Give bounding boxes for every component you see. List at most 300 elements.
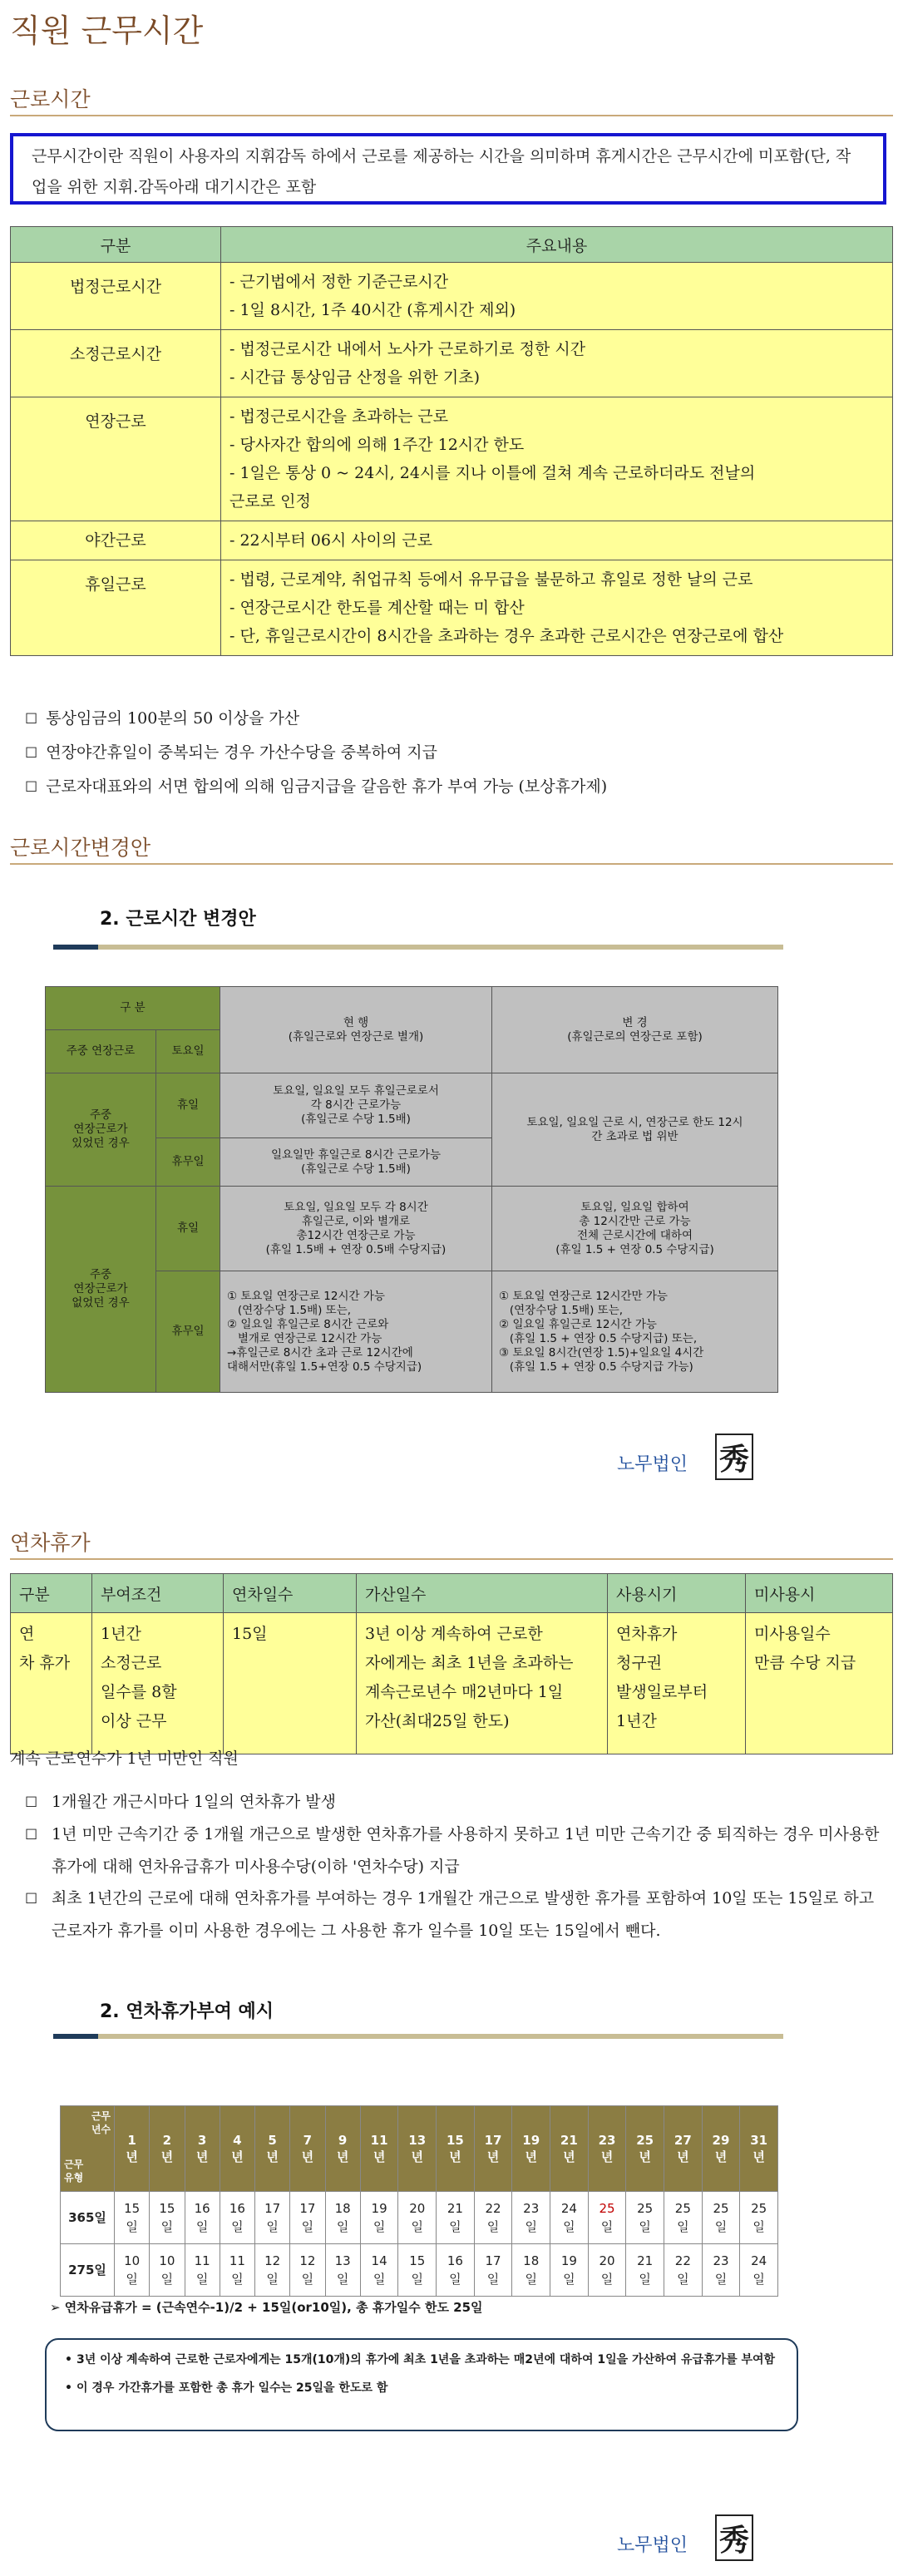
days-unit: 일: [563, 2219, 575, 2234]
days-value: 25: [713, 2201, 729, 2216]
year-num: 23: [598, 2133, 616, 2148]
brand-name: 노무법인: [617, 1454, 688, 1475]
year-unit: 년: [411, 2149, 423, 2164]
year-unit: 년: [486, 2149, 500, 2164]
table-header: 주요내용: [221, 227, 893, 263]
page-title: 직원 근무시간: [10, 12, 204, 49]
leave-days-cell: [512, 2192, 550, 2244]
cell-line: 일수를 8할: [101, 1683, 177, 1701]
case1-label: [46, 1073, 156, 1187]
days-value: 15: [159, 2201, 175, 2216]
days-value: 19: [560, 2253, 577, 2268]
year-num: 25: [636, 2133, 654, 2148]
cell-line: 대해서만(휴일 1.5+연장 0.5 수당지급): [227, 1360, 422, 1374]
example-notes-box: [45, 2338, 798, 2431]
row-content: [221, 263, 893, 330]
brand-name-footer: 노무법인: [617, 2535, 688, 2556]
content-line: - 연장근로시간 한도를 계산할 때는 미 합산: [229, 599, 525, 617]
cell-line: 가산(최대25일 한도): [365, 1712, 510, 1730]
annual-leave-notes: [25, 1786, 893, 1947]
content-line: 근로로 인정: [229, 492, 311, 511]
cell-line: 1년간: [101, 1625, 141, 1643]
days-unit: 일: [525, 2272, 537, 2287]
days-value: 11: [194, 2253, 210, 2268]
cell-category: [11, 1613, 92, 1754]
leave-days-cell: [437, 2244, 475, 2297]
days-value: 15: [409, 2253, 426, 2268]
table-row-275: [61, 2244, 778, 2297]
days-unit: 일: [411, 2219, 423, 2234]
year-num: 17: [484, 2133, 502, 2148]
cell-line: →휴일근로 8시간 초과 근로 12시간에: [227, 1345, 413, 1360]
cell-line: 이상 근무: [101, 1712, 167, 1730]
formula-note: [50, 2298, 483, 2316]
label-line: 없었던 경우: [72, 1296, 130, 1310]
leave-days-cell: [360, 2244, 398, 2297]
bullet-item: • 이 경우 가간휴가를 포함한 총 휴가 일수는 25일을 한도로 함: [65, 2380, 778, 2396]
cell-line: ① 토요일 연장근로 12시간만 가능: [499, 1289, 668, 1303]
corner-header: [61, 2106, 115, 2192]
leave-days-cell: [702, 2244, 740, 2297]
year-num: 9: [338, 2133, 348, 2148]
days-unit: 일: [714, 2272, 728, 2287]
days-value: 22: [485, 2201, 501, 2216]
days-unit: 일: [160, 2272, 174, 2287]
days-unit: 일: [449, 2219, 461, 2234]
cell-line: 만큼 수당 지급: [754, 1654, 856, 1672]
cell-line: ① 토요일 연장근로 12시간 가능: [227, 1289, 385, 1303]
leave-days-cell: [512, 2244, 550, 2297]
leave-days-cell: [664, 2244, 703, 2297]
cell-line: 토요일, 일요일 모두 휴일근로로서: [273, 1084, 439, 1098]
cell-line: 연: [19, 1625, 35, 1643]
row-content: [221, 330, 893, 397]
days-unit: 일: [600, 2272, 614, 2287]
year-unit: 년: [677, 2149, 689, 2164]
cell-line: (휴일 1.5 + 연장 0.5 수당지급) 또는,: [499, 1331, 698, 1345]
days-value: 16: [229, 2201, 245, 2216]
leave-days-cell: [474, 2192, 512, 2244]
row-label: 야간근로: [11, 521, 221, 560]
leave-days-cell: [325, 2244, 360, 2297]
figure-title-change: 2. 근로시간 변경안: [100, 909, 256, 930]
brand-logo: 秀: [715, 1434, 753, 1480]
leave-days-cell: [740, 2244, 778, 2297]
row-content: [221, 521, 893, 560]
leave-days-cell: [550, 2244, 589, 2297]
leave-days-cell: [626, 2192, 664, 2244]
year-num: 4: [233, 2133, 242, 2148]
days-unit: 일: [266, 2219, 279, 2234]
days-unit: 일: [195, 2219, 209, 2234]
days-value: 24: [560, 2201, 577, 2216]
leave-days-cell: [290, 2244, 325, 2297]
col-weekday-overtime: 주중 연장근로: [46, 1030, 156, 1073]
cell-line: (휴일근로 수당 1.5배): [301, 1113, 411, 1126]
days-value: 22: [674, 2253, 691, 2268]
days-value: 12: [264, 2253, 281, 2268]
days-unit: 일: [373, 2219, 386, 2234]
year-num: 21: [560, 2133, 578, 2148]
case1-holiday: 휴일: [156, 1073, 220, 1138]
year-header: [185, 2106, 220, 2192]
cell-days: [224, 1613, 357, 1754]
year-header: [325, 2106, 360, 2192]
cell-line: 소정근로: [101, 1654, 162, 1672]
year-num: 13: [408, 2133, 427, 2148]
table-row: [11, 521, 893, 560]
cell-line: 토요일, 일요일 합하여: [580, 1200, 689, 1214]
days-unit: 일: [231, 2219, 244, 2234]
label-line: 주중: [89, 1268, 112, 1281]
content-line: - 1일은 통상 0 ~ 24시, 24시를 지나 이틀에 걸쳐 계속 근로하더라도 전날의: [229, 464, 756, 482]
year-unit: 년: [449, 2149, 461, 2164]
content-line: - 법정근로시간을 초과하는 근로: [229, 407, 449, 426]
year-unit: 년: [600, 2149, 614, 2164]
days-value: 10: [124, 2253, 141, 2268]
leave-days-cell: [550, 2192, 589, 2244]
section-divider: [10, 115, 893, 116]
year-num: 3: [197, 2133, 207, 2148]
work-hours-notes: [25, 702, 607, 804]
leave-days-cell: [185, 2192, 220, 2244]
content-line: - 22시부터 06시 사이의 근로: [229, 531, 433, 550]
cell-line: 일요일만 휴일근로 8시간 근로가능: [270, 1147, 442, 1162]
days-unit: 일: [266, 2272, 279, 2287]
table-row: [11, 1613, 893, 1754]
corner-bottom: [64, 2158, 83, 2184]
cell-line: 미사용일수: [754, 1625, 831, 1643]
year-num: 15: [446, 2133, 464, 2148]
cell-line: 계속근로년수 매2년마다 1일: [365, 1683, 564, 1701]
cell-line: 청구권: [616, 1654, 663, 1672]
content-line: - 1일 8시간, 1주 40시간 (휴게시간 제외): [229, 301, 516, 319]
days-value: 20: [409, 2201, 426, 2216]
cell-line: 연차휴가: [616, 1625, 678, 1643]
row-label: 휴일근로: [11, 560, 221, 656]
days-unit: 일: [752, 2219, 765, 2234]
content-line: - 시간급 통상임금 산정을 위한 기초): [229, 368, 480, 387]
days-value: 17: [485, 2253, 501, 2268]
year-header: [437, 2106, 475, 2192]
days-unit: 일: [600, 2219, 614, 2234]
table-row: [11, 560, 893, 656]
cell-line: 총12시간 연장근로 가능: [296, 1228, 416, 1242]
leave-days-cell: [474, 2244, 512, 2297]
cell-unused: [746, 1613, 893, 1754]
content-line: - 법령, 근로계약, 취업규칙 등에서 유무급을 불문하고 휴일로 정한 날의 근로: [229, 570, 753, 589]
year-header: [588, 2106, 626, 2192]
days-unit: 일: [231, 2272, 244, 2287]
new-title: 변 경: [622, 1015, 648, 1029]
case2-holiday: 휴일: [156, 1187, 220, 1271]
leave-days-cell: [398, 2192, 437, 2244]
label-line: 주중: [89, 1108, 112, 1122]
days-unit: 일: [126, 2272, 138, 2287]
days-value: 15: [124, 2201, 141, 2216]
leave-days-cell: [220, 2244, 254, 2297]
checklist-item: ☐ 1개월간 개근시마다 1일의 연차휴가 발생: [25, 1786, 893, 1818]
leave-days-cell: [255, 2192, 290, 2244]
case1-new: [492, 1073, 778, 1187]
checklist-item: ☐ 1년 미만 근속기간 중 1개월 개근으로 발생한 연차휴가를 사용하지 못하고 1년 미만 근속기간 중 퇴직하는 경우 미사용한휴가에 대해 연차유급휴가 미사용수당(이하 '연차수당) 지급: [25, 1818, 893, 1883]
group-header: 구 분: [46, 987, 220, 1030]
table-row: [11, 397, 893, 521]
row-label: 연장근로: [11, 397, 221, 521]
col-saturday: 토요일: [156, 1030, 220, 1073]
table-header: 미사용시: [746, 1574, 893, 1613]
year-header: [664, 2106, 703, 2192]
figure-rule-light: [98, 2034, 783, 2039]
case1-nonholiday: 휴무일: [156, 1138, 220, 1187]
current-subtitle: (휴일근로와 연장근로 별개): [288, 1029, 424, 1044]
cell-line: 발생일로부터: [616, 1683, 708, 1701]
days-value: 16: [447, 2253, 463, 2268]
days-unit: 일: [639, 2272, 651, 2287]
leave-days-cell: [150, 2244, 185, 2297]
label-line: 연장근로가: [73, 1282, 128, 1295]
year-header: [360, 2106, 398, 2192]
days-unit: 일: [301, 2219, 314, 2234]
days-value: 24: [751, 2253, 767, 2268]
days-value: 19: [371, 2201, 387, 2216]
days-unit: 일: [752, 2272, 765, 2287]
cell-line: 자에게는 최초 1년을 초과하는: [365, 1654, 574, 1672]
days-unit: 일: [126, 2219, 138, 2234]
section-heading-work-hours: 근로시간: [10, 87, 91, 111]
row-label: 법정근로시간: [11, 263, 221, 330]
year-header: [398, 2106, 437, 2192]
days-value: 25: [751, 2201, 767, 2216]
year-header: [474, 2106, 512, 2192]
bullet-item: • 3년 이상 계속하여 근로한 근로자에게는 15개(10개)의 휴가에 최초 1년을 초과하는 매2년에 대하여 1일을 가산하여 유급휴가를 부여함: [65, 2351, 778, 2368]
year-unit: 년: [373, 2149, 386, 2164]
days-unit: 일: [525, 2219, 537, 2234]
year-header: [220, 2106, 254, 2192]
content-line: - 단, 휴일근로시간이 8시간을 초과하는 경우 초과한 근로시간은 연장근로에 합산: [229, 627, 784, 645]
leave-days-cell: [740, 2192, 778, 2244]
days-value: 13: [334, 2253, 351, 2268]
new-header: [492, 987, 778, 1073]
case1-nonholiday-current: [220, 1138, 492, 1187]
table-header: 가산일수: [357, 1574, 608, 1613]
year-header: [626, 2106, 664, 2192]
new-subtitle: (휴일근로의 연장근로 포함): [567, 1029, 703, 1044]
cell-line: 각 8시간 근로가능: [310, 1098, 402, 1112]
corner-top: [91, 2110, 111, 2136]
cell-line: (연장수당 1.5배) 또는,: [499, 1303, 624, 1317]
definition-box: 근무시간이란 직원이 사용자의 지휘감독 하에서 근로를 제공하는 시간을 의미하며 휴게시간은 근무시간에 미포함(단, 작업을 위한 지휘.감독아래 대기시간은 포함: [10, 133, 886, 205]
row-content: [221, 397, 893, 521]
year-unit: 년: [231, 2149, 244, 2164]
checklist-item: ☐ 연장야간휴일이 중복되는 경우 가산수당을 중복하여 지급: [25, 736, 607, 770]
days-value: 21: [637, 2253, 654, 2268]
days-value: 14: [371, 2253, 387, 2268]
cell-line: 15일: [232, 1625, 268, 1643]
cell-line: ② 일요일 휴일근로 12시간 가능: [499, 1317, 657, 1331]
formula-text: 연차유급휴가 = (근속연수-1)/2 + 15일(or10일), 총 휴가일수 한도 25일: [64, 2300, 483, 2315]
case2-holiday-new: [492, 1187, 778, 1271]
days-value: 16: [194, 2201, 210, 2216]
label-line: 연장근로가: [73, 1123, 128, 1136]
days-unit: 일: [411, 2272, 423, 2287]
cell-line: (휴일 1.5 + 연장 0.5 수당지급): [555, 1242, 714, 1256]
case2-label: [46, 1187, 156, 1393]
corner-text: 유형: [64, 2172, 84, 2184]
cell-line: ② 일요일 휴일근로 8시간 근로와: [227, 1317, 389, 1331]
year-header: [290, 2106, 325, 2192]
table-row: [11, 263, 893, 330]
year-unit: 년: [563, 2149, 575, 2164]
cell-line: 차 휴가: [19, 1654, 71, 1672]
current-header: [220, 987, 492, 1073]
year-header: [740, 2106, 778, 2192]
table-header: 구분: [11, 1574, 92, 1613]
checklist-item: ☐ 근로자대표와의 서면 합의에 의해 임금지급을 갈음한 휴가 부여 가능 (보상휴가제): [25, 770, 607, 804]
section-heading-change: 근로시간변경안: [10, 836, 151, 860]
cell-line: (휴일근로 수당 1.5배): [301, 1162, 411, 1176]
case2-nonholiday: 휴무일: [156, 1271, 220, 1393]
days-unit: 일: [301, 2272, 314, 2287]
leave-days-cell: [664, 2192, 703, 2244]
leave-example-table: [60, 2105, 778, 2297]
corner-text: 근무: [91, 2110, 111, 2122]
figure-rule-dark: [53, 2034, 98, 2039]
days-unit: 일: [336, 2219, 349, 2234]
year-unit: 년: [126, 2149, 138, 2164]
cell-line: 간 초과로 법 위반: [591, 1129, 678, 1143]
days-unit: 일: [677, 2219, 689, 2234]
table-header: 연차일수: [224, 1574, 357, 1613]
year-unit: 년: [639, 2149, 651, 2164]
cell-line: (휴일 1.5배 + 연장 0.5배 수당지급): [265, 1242, 447, 1256]
days-unit: 일: [639, 2219, 651, 2234]
year-unit: 년: [160, 2149, 174, 2164]
days-value: 11: [229, 2253, 245, 2268]
days-value: 25: [599, 2201, 615, 2216]
current-title: 현 행: [343, 1015, 369, 1029]
year-unit: 년: [752, 2149, 765, 2164]
corner-text: 년수: [91, 2124, 111, 2135]
row-label: 365일: [61, 2192, 115, 2244]
leave-days-cell: [588, 2244, 626, 2297]
cell-line: 토요일, 일요일 모두 각 8시간: [284, 1200, 428, 1214]
days-value: 20: [599, 2253, 615, 2268]
cell-additional-days: [357, 1613, 608, 1754]
days-value: 23: [713, 2253, 729, 2268]
under-one-year-heading: 계속 근로연수가 1년 미만인 직원: [10, 1749, 239, 1768]
days-unit: 일: [160, 2219, 174, 2234]
content-line: - 당사자간 합의에 의해 1주간 12시간 한도: [229, 436, 525, 454]
leave-days-cell: [702, 2192, 740, 2244]
case2-nonholiday-new: [492, 1271, 778, 1393]
days-unit: 일: [449, 2272, 461, 2287]
table-row-365: [61, 2192, 778, 2244]
year-unit: 년: [336, 2149, 349, 2164]
year-header: [512, 2106, 550, 2192]
cell-line: 전체 근로시간에 대하여: [577, 1228, 693, 1242]
cell-line: 총 12시간만 근로 가능: [579, 1214, 691, 1228]
leave-days-cell: [255, 2244, 290, 2297]
days-value: 10: [159, 2253, 175, 2268]
section-divider: [10, 863, 893, 865]
arrow-bullet-icon: ➢: [50, 2300, 65, 2315]
work-hours-table: [10, 226, 893, 656]
checklist-item: ☐ 최초 1년간의 근로에 대해 연차휴가를 부여하는 경우 1개월간 개근으로 발생한 휴가를 포함하여 10일 또는 15일로 하고 근로자가 휴가를 이미 사용한 경우에는 그 사용한 휴가 일수를 10일 또는 15일에서 뺀다.: [25, 1883, 893, 1947]
days-unit: 일: [336, 2272, 349, 2287]
figure-title-example: 2. 연차휴가부여 예시: [100, 2001, 274, 2022]
cell-line: (휴일 1.5 + 연장 0.5 수당지급 가능): [499, 1360, 693, 1374]
figure-rule-light: [98, 945, 783, 950]
leave-days-cell: [360, 2192, 398, 2244]
days-value: 18: [334, 2201, 351, 2216]
leave-days-cell: [290, 2192, 325, 2244]
days-value: 12: [299, 2253, 316, 2268]
section-heading-annual-leave: 연차휴가: [10, 1531, 91, 1555]
cell-line: 토요일, 일요일 근로 시, 연장근로 한도 12시: [526, 1115, 743, 1129]
row-label: 275일: [61, 2244, 115, 2297]
year-header: [702, 2106, 740, 2192]
leave-days-cell: [115, 2244, 150, 2297]
checklist-item: ☐ 통상임금의 100분의 50 이상을 가산: [25, 702, 607, 736]
corner-text: 근무: [64, 2159, 84, 2170]
row-label: 소정근로시간: [11, 330, 221, 397]
cell-line: 휴일근로, 이와 별개로: [301, 1214, 411, 1228]
days-value: 18: [523, 2253, 540, 2268]
year-header: [150, 2106, 185, 2192]
cell-line: 1년간: [616, 1712, 657, 1730]
year-header: [550, 2106, 589, 2192]
year-num: 29: [712, 2133, 730, 2148]
brand-logo-footer: 秀: [715, 2514, 753, 2561]
days-unit: 일: [195, 2272, 209, 2287]
leave-days-cell: [588, 2192, 626, 2244]
year-header: [115, 2106, 150, 2192]
row-content: [221, 560, 893, 656]
leave-days-cell: [150, 2192, 185, 2244]
year-num: 27: [674, 2133, 692, 2148]
days-value: 21: [447, 2201, 463, 2216]
cell-line: (연장수당 1.5배) 또는,: [227, 1303, 352, 1317]
days-unit: 일: [677, 2272, 689, 2287]
year-unit: 년: [714, 2149, 728, 2164]
year-num: 11: [370, 2133, 388, 2148]
cell-line: 별개로 연장근로 12시간 가능: [227, 1331, 382, 1345]
leave-days-cell: [437, 2192, 475, 2244]
table-header: 구분: [11, 227, 221, 263]
table-header: 사용시기: [608, 1574, 746, 1613]
content-line: - 법정근로시간 내에서 노사가 근로하기로 정한 시간: [229, 340, 586, 358]
days-value: 23: [523, 2201, 540, 2216]
content-line: - 근기법에서 정한 기준근로시간: [229, 273, 449, 291]
annual-leave-table: [10, 1573, 893, 1754]
leave-days-cell: [220, 2192, 254, 2244]
days-unit: 일: [373, 2272, 386, 2287]
year-unit: 년: [301, 2149, 314, 2164]
year-header: [255, 2106, 290, 2192]
change-comparison-table: [45, 986, 778, 1393]
days-value: 17: [299, 2201, 316, 2216]
days-value: 25: [637, 2201, 654, 2216]
year-unit: 년: [195, 2149, 209, 2164]
cell-usage-period: [608, 1613, 746, 1754]
leave-days-cell: [398, 2244, 437, 2297]
year-unit: 년: [525, 2149, 537, 2164]
cell-line: ③ 토요일 8시간(연장 1.5)+일요일 4시간: [499, 1345, 704, 1360]
year-num: 19: [522, 2133, 540, 2148]
year-num: 7: [303, 2133, 313, 2148]
days-unit: 일: [486, 2219, 500, 2234]
